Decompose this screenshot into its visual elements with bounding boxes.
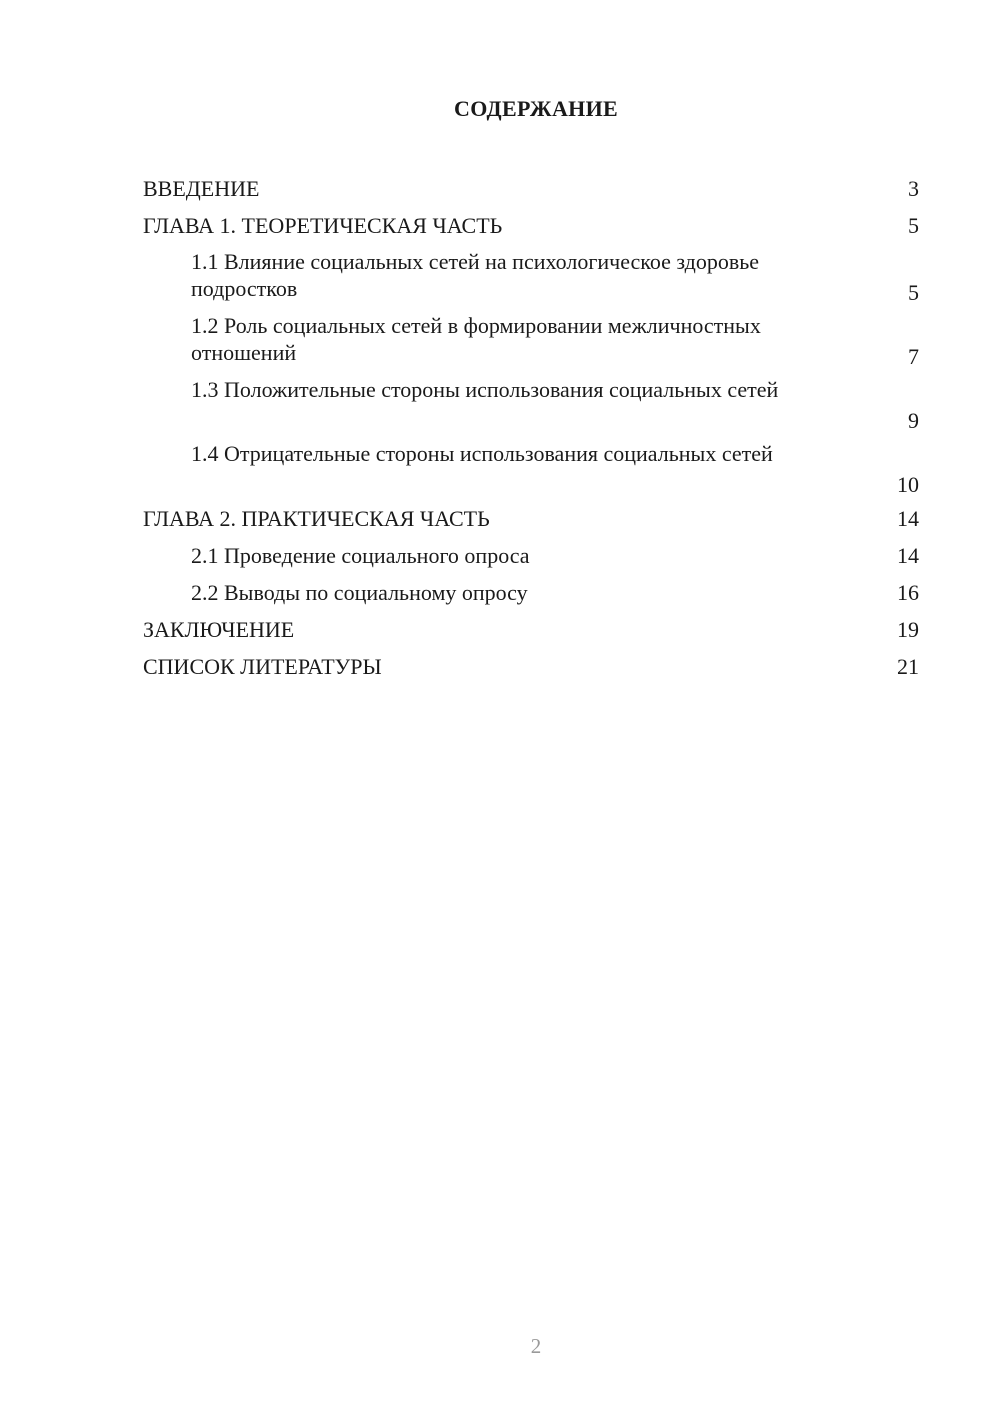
toc-entry-page: 7 (908, 344, 919, 369)
toc-entry (143, 170, 919, 207)
page-number: 2 (530, 1334, 542, 1358)
toc-entry-label: 1.2 Роль социальных сетей в формировании межличностных отношений (191, 313, 761, 365)
toc-entry-label: 2.1 Проведение социального опроса (191, 543, 530, 568)
toc-entry (143, 244, 919, 308)
toc-entry-label: 2.2 Выводы по социальному опросу (191, 580, 528, 605)
toc-entry-page: 5 (908, 280, 919, 305)
toc-entry (143, 537, 919, 574)
toc-entry-page: 14 (897, 506, 919, 531)
toc-entry-page: 10 (897, 472, 919, 497)
toc-entry-page: 14 (897, 543, 919, 568)
toc-title: СОДЕРЖАНИЕ (454, 96, 618, 121)
toc-entry (143, 500, 919, 537)
toc-entry-label: ВВЕДЕНИЕ (143, 176, 260, 201)
toc-entry-page: 3 (908, 176, 919, 201)
toc-entry (143, 648, 919, 685)
toc-entry (143, 574, 919, 611)
toc-entry-page: 5 (908, 213, 919, 238)
toc-entry (143, 308, 919, 372)
toc-entry (143, 207, 919, 244)
toc-entry-page: 21 (897, 654, 919, 679)
toc-entry-label: 1.4 Отрицательные стороны использования социальных сетей (191, 441, 773, 466)
toc-entry-page: 16 (897, 580, 919, 605)
toc-entry-label: ГЛАВА 1. ТЕОРЕТИЧЕСКАЯ ЧАСТЬ (143, 213, 503, 238)
toc-entry-label: ЗАКЛЮЧЕНИЕ (143, 617, 295, 642)
toc-entry (143, 372, 919, 436)
toc-entry-page: 9 (908, 408, 919, 433)
toc-entry-label: СПИСОК ЛИТЕРАТУРЫ (143, 654, 382, 679)
toc-entry (143, 611, 919, 648)
toc-entry-label: ГЛАВА 2. ПРАКТИЧЕСКАЯ ЧАСТЬ (143, 506, 490, 531)
table-of-contents (143, 170, 919, 685)
toc-entry-label: 1.3 Положительные стороны использования социальных сетей (191, 377, 779, 402)
toc-entry-label: 1.1 Влияние социальных сетей на психологическое здоровье подростков (191, 249, 760, 301)
toc-entry-page: 19 (897, 617, 919, 642)
toc-entry (143, 436, 919, 500)
